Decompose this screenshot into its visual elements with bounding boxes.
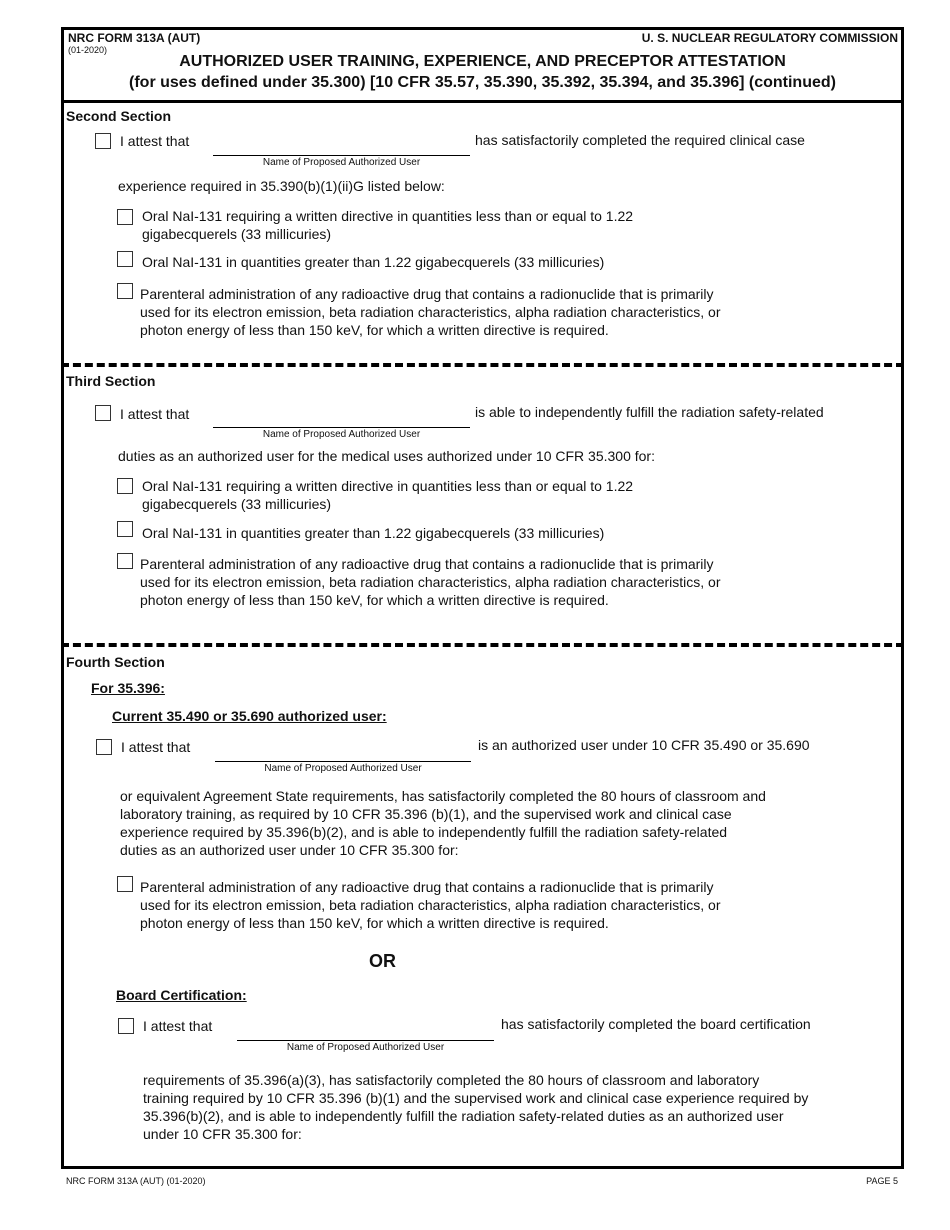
second-attest-label: I attest that [120,133,190,149]
third-lead-text: duties as an authorized user for the medical uses authorized under 10 CFR 35.300 for: [118,448,655,464]
third-attest-label: I attest that [120,406,190,422]
fourth-opt-line1: Parenteral administration of any radioactive drug that contains a radionuclide that is primarily [140,879,714,895]
footer-page-number: PAGE 5 [866,1176,898,1186]
third-opt3-line3: photon energy of less than 150 keV, for which a written directive is required. [140,592,609,608]
board-line3: 35.396(b)(2), and is able to independently fulfill the radiation safety-related duties as an authorized user [143,1108,784,1124]
agency-name: U. S. NUCLEAR REGULATORY COMMISSION [641,31,898,45]
fourth-para-line4: duties as an authorized user under 10 CFR 35.300 for: [120,842,459,858]
board-name-field[interactable] [237,1040,494,1041]
third-opt1-line1: Oral NaI-131 requiring a written directive in quantities less than or equal to 1.22 [142,478,634,494]
fourth-name-field[interactable] [215,761,471,762]
board-attest-label: I attest that [143,1018,213,1034]
third-opt2-text: Oral NaI-131 in quantities greater than 1.22 gigabecquerels (33 millicuries) [142,525,605,541]
fourth-attest-text: is an authorized user under 10 CFR 35.490 or 35.690 [478,737,810,753]
second-opt1-line2: gigabecquerels (33 millicuries) [142,226,332,242]
board-attest-text: has satisfactorily completed the board certification [501,1016,811,1032]
form-revision: (01-2020) [68,45,108,55]
board-attest-checkbox[interactable] [118,1018,134,1034]
second-opt1-checkbox[interactable] [117,209,133,225]
form-title: AUTHORIZED USER TRAINING, EXPERIENCE, AND PRECEPTOR ATTESTATION [179,53,786,70]
third-name-caption: Name of Proposed Authorized User [262,429,421,440]
second-opt3-line3: photon energy of less than 150 keV, for which a written directive is required. [140,322,609,338]
fourth-attest-label: I attest that [121,739,191,755]
section-divider-dashed [61,363,904,367]
fourth-name-caption: Name of Proposed Authorized User [264,763,422,774]
fourth-opt-line2: used for its electron emission, beta radiation characteristics, alpha radiation characteristics, or [140,897,721,913]
third-attest-text: is able to independently fulfill the radiation safety-related [475,404,824,420]
board-name-caption: Name of Proposed Authorized User [286,1042,445,1053]
second-name-caption: Name of Proposed Authorized User [262,157,421,168]
third-opt1-line2: gigabecquerels (33 millicuries) [142,496,332,512]
form-id: NRC FORM 313A (AUT) [68,31,201,45]
third-attest-checkbox[interactable] [95,405,111,421]
fourth-opt-checkbox[interactable] [117,876,133,892]
second-lead-text: experience required in 35.390(b)(1)(ii)G listed below: [118,178,445,194]
third-opt3-line2: used for its electron emission, beta radiation characteristics, alpha radiation characteristics, or [140,574,721,590]
third-name-field[interactable] [213,427,470,428]
board-line1: requirements of 35.396(a)(3), has satisfactorily completed the 80 hours of classroom and laboratory [143,1072,760,1088]
section-heading-fourth: Fourth Section [66,654,165,670]
fourth-para-line3: experience required by 35.396(b)(2), and is able to independently fulfill the radiation safety-related [120,824,728,840]
fourth-opt-line3: photon energy of less than 150 keV, for which a written directive is required. [140,915,609,931]
fourth-para-line1: or equivalent Agreement State requirements, has satisfactorily completed the 80 hours of classroom and [120,788,766,804]
or-separator: OR [369,951,396,971]
fourth-para-line2: laboratory training, as required by 10 CFR 35.396 (b)(1), and the supervised work and clinical case [120,806,732,822]
fourth-current-heading: Current 35.490 or 35.690 authorized user: [112,708,387,724]
second-attest-text: has satisfactorily completed the required clinical case [475,132,805,148]
third-opt2-checkbox[interactable] [117,521,133,537]
header-divider [61,100,904,103]
footer-form-id: NRC FORM 313A (AUT) (01-2020) [66,1176,206,1186]
second-attest-checkbox[interactable] [95,133,111,149]
fourth-attest-checkbox[interactable] [96,739,112,755]
second-opt3-checkbox[interactable] [117,283,133,299]
section-divider-dashed [61,643,904,647]
fourth-sub-heading: For 35.396: [91,680,165,696]
second-name-field[interactable] [213,155,470,156]
board-line4: under 10 CFR 35.300 for: [143,1126,302,1142]
board-line2: training required by 10 CFR 35.396 (b)(1) and the supervised work and clinical case experience required by [143,1090,809,1106]
section-heading-third: Third Section [66,373,156,389]
third-opt3-checkbox[interactable] [117,553,133,569]
second-opt1-line1: Oral NaI-131 requiring a written directive in quantities less than or equal to 1.22 [142,208,634,224]
second-opt2-text: Oral NaI-131 in quantities greater than 1.22 gigabecquerels (33 millicuries) [142,254,605,270]
form-subtitle: (for uses defined under 35.300) [10 CFR 35.57, 35.390, 35.392, 35.394, and 35.396] (continued) [129,74,836,91]
third-opt1-checkbox[interactable] [117,478,133,494]
board-heading: Board Certification: [116,987,247,1003]
second-opt3-line1: Parenteral administration of any radioactive drug that contains a radionuclide that is primarily [140,286,714,302]
third-opt3-line1: Parenteral administration of any radioactive drug that contains a radionuclide that is primarily [140,556,714,572]
second-opt2-checkbox[interactable] [117,251,133,267]
section-heading-second: Second Section [66,108,172,124]
second-opt3-line2: used for its electron emission, beta radiation characteristics, alpha radiation characteristics, or [140,304,721,320]
